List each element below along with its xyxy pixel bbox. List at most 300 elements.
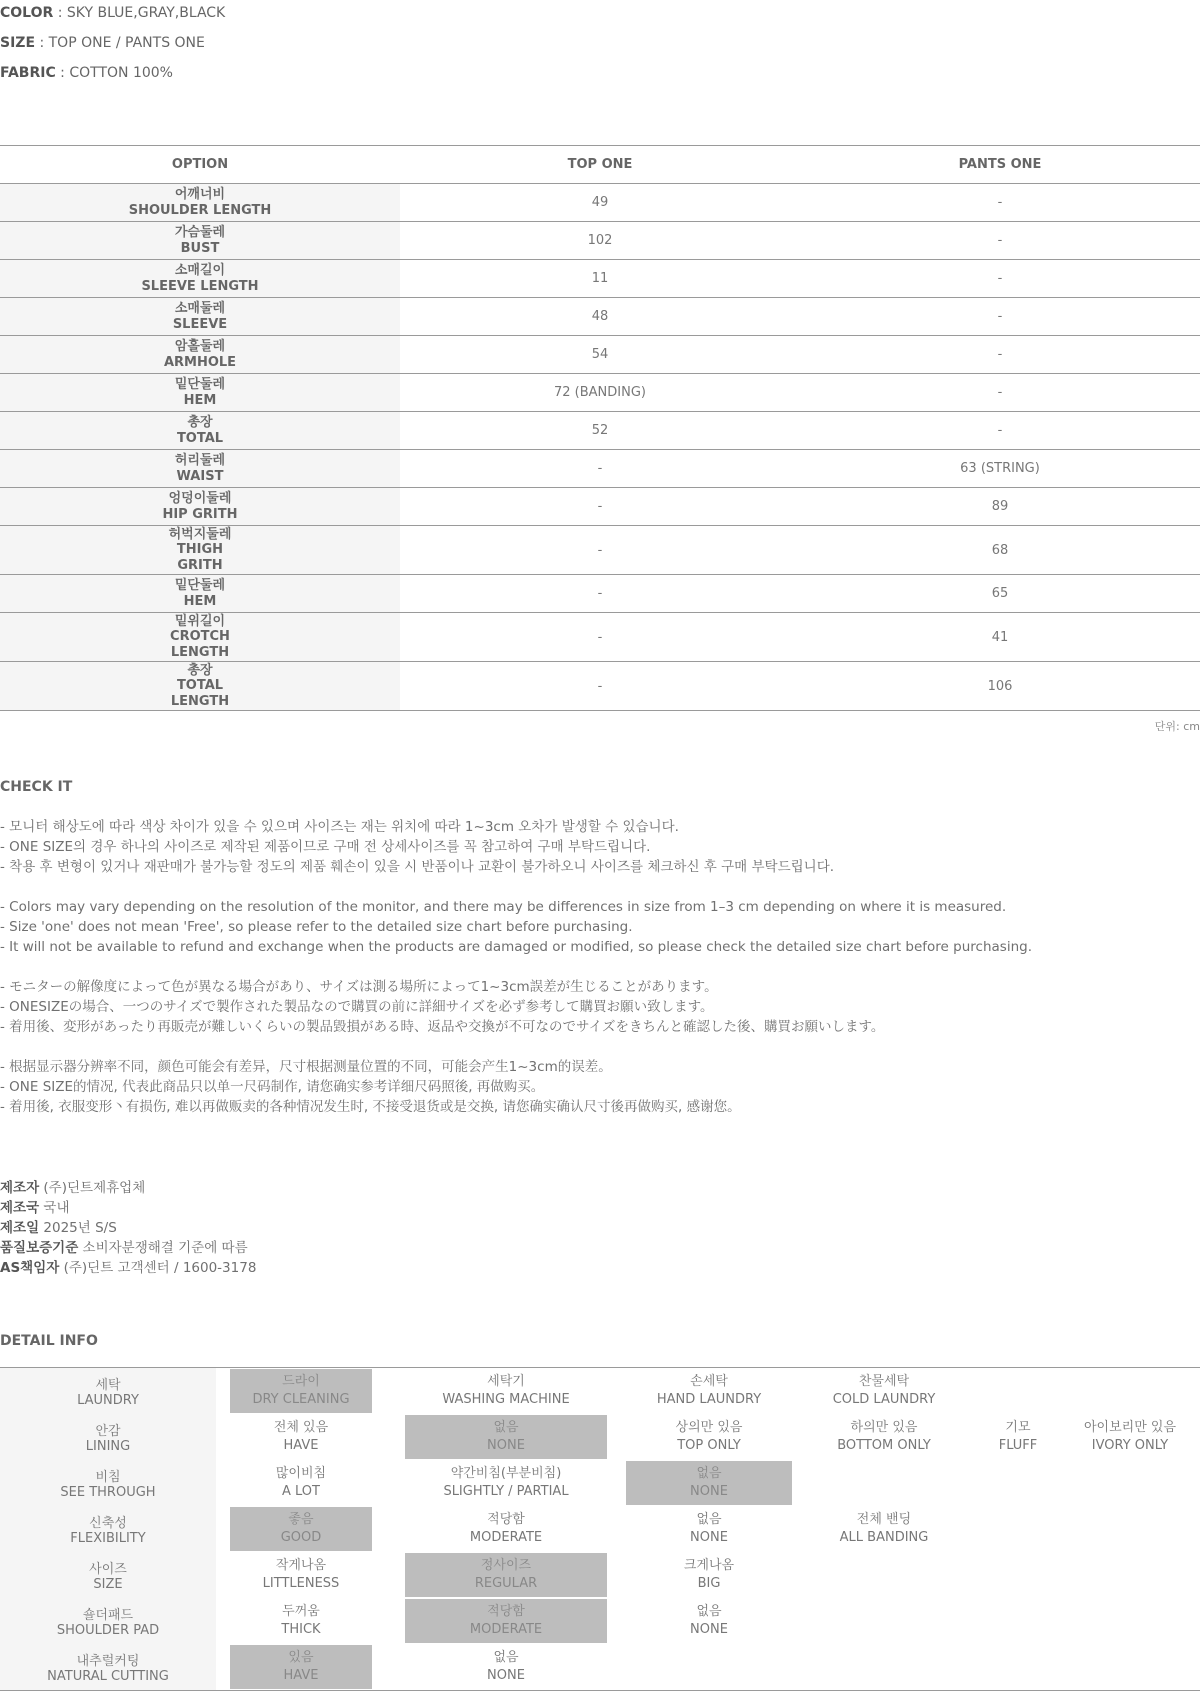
detail-label-line: 내추럴커팅 xyxy=(76,1654,140,1669)
detail-option-line: BIG xyxy=(697,1576,721,1591)
measure-label-line: CROTCH xyxy=(170,629,230,645)
detail-option-selected xyxy=(216,1506,386,1552)
spec-color xyxy=(0,5,225,21)
size-table-row xyxy=(0,613,1200,662)
detail-option-selected xyxy=(386,1598,626,1644)
maker-row xyxy=(0,1178,256,1198)
maker-key: 제조일 xyxy=(0,1220,40,1236)
measure-label-line: 총장 xyxy=(187,415,213,430)
detail-option-line: NONE xyxy=(487,1668,525,1683)
spec-value: : COTTON 100% xyxy=(55,65,173,81)
detail-option xyxy=(976,1598,1060,1644)
detail-option xyxy=(1060,1644,1200,1691)
detail-row xyxy=(0,1414,1200,1460)
measure-label-line: 허벅지둘레 xyxy=(168,526,232,542)
detail-option-line: 많이비침 xyxy=(275,1466,327,1481)
measure-label-line: 가슴둘레 xyxy=(174,225,226,240)
detail-option-line: 없음 xyxy=(493,1420,519,1435)
detail-option-text xyxy=(443,1463,568,1503)
detail-option-cell xyxy=(386,1644,626,1690)
measure-label-line: 소매둘레 xyxy=(174,301,226,316)
detail-option xyxy=(976,1552,1060,1598)
detail-option-text xyxy=(840,1509,929,1549)
detail-option-cell xyxy=(386,1414,626,1460)
note-line: - モニターの解像度によって色が異なる場合があり、サイズは測る場所によって1~3cm誤差が生じることがあります。 xyxy=(0,979,718,995)
size-table-row xyxy=(0,526,1200,575)
detail-option xyxy=(792,1460,976,1506)
size-table-row xyxy=(0,374,1200,412)
detail-option-line: 하의만 있음 xyxy=(850,1420,918,1435)
detail-option-cell xyxy=(626,1506,792,1552)
detail-option-line: 정사이즈 xyxy=(480,1558,532,1573)
maker-row xyxy=(0,1198,256,1218)
detail-option-cell xyxy=(216,1598,386,1644)
detail-option-cell xyxy=(216,1506,386,1552)
size-table-row xyxy=(0,260,1200,298)
size-table-row xyxy=(0,412,1200,450)
detail-option-line: 찬물세탁 xyxy=(858,1374,910,1389)
detail-row xyxy=(0,1598,1200,1644)
maker-value: 2025년 S/S xyxy=(39,1220,117,1236)
maker-key: 제조자 xyxy=(0,1180,40,1196)
detail-option-text xyxy=(1084,1417,1176,1457)
detail-option-line: ALL BANDING xyxy=(839,1530,929,1545)
detail-option xyxy=(386,1644,626,1691)
size-table-row xyxy=(0,184,1200,222)
detail-option-line: 없음 xyxy=(696,1604,722,1619)
detail-option xyxy=(216,1414,386,1460)
detail-label xyxy=(0,1460,216,1506)
detail-option-line: REGULAR xyxy=(474,1576,538,1591)
spec-fabric xyxy=(0,65,173,81)
detail-option-line: A LOT xyxy=(282,1484,320,1499)
measure-label-line: SHOULDER LENGTH xyxy=(128,202,272,218)
size-table-row xyxy=(0,450,1200,488)
check-it-title: CHECK IT xyxy=(0,779,73,795)
measure-label-line: 어깨너비 xyxy=(174,187,226,202)
top-one-value: 102 xyxy=(400,222,800,260)
detail-option-cell xyxy=(976,1552,1060,1598)
top-one-value: 49 xyxy=(400,184,800,222)
measure-label-line: WAIST xyxy=(176,468,224,484)
detail-option xyxy=(1060,1460,1200,1506)
detail-option-cell xyxy=(792,1460,976,1506)
notes-group xyxy=(0,1057,1200,1117)
top-one-value: - xyxy=(400,662,800,711)
detail-option xyxy=(216,1460,386,1506)
detail-option-cell xyxy=(1060,1644,1200,1690)
header-option: OPTION xyxy=(0,146,400,184)
measure-label-line: THIGH xyxy=(176,542,224,558)
note-line: - 착용 후 변형이 있거나 재판매가 불가능할 정도의 제품 훼손이 있을 시 반품이나 교환이 불가하오니 사이즈를 체크하신 후 구매 부탁드립니다. xyxy=(0,859,835,875)
detail-option xyxy=(792,1598,976,1644)
detail-option xyxy=(976,1368,1060,1415)
detail-option xyxy=(386,1368,626,1415)
detail-option xyxy=(792,1506,976,1552)
detail-option-cell xyxy=(216,1644,386,1690)
measure-label xyxy=(0,662,400,711)
detail-option-line: WASHING MACHINE xyxy=(442,1392,570,1407)
detail-option-text xyxy=(676,1417,743,1457)
detail-option-line: 드라이 xyxy=(282,1374,320,1389)
spec-key: FABRIC xyxy=(0,65,56,81)
note-line: - 着用後, 衣服变形丶有损伤, 难以再做贩卖的各种情况发生时, 不接受退货或是交换, 请您确实确认尺寸後再做购买, 感谢您。 xyxy=(0,1099,741,1115)
detail-option-line: HAND LAUNDRY xyxy=(656,1392,762,1407)
pants-one-value: - xyxy=(800,184,1200,222)
detail-option-line: 두꺼움 xyxy=(282,1604,320,1619)
detail-label-line: SHOULDER PAD xyxy=(56,1623,160,1638)
pants-one-value: 89 xyxy=(800,488,1200,526)
detail-option xyxy=(792,1414,976,1460)
detail-info-title: DETAIL INFO xyxy=(0,1333,98,1349)
measure-label xyxy=(0,450,400,488)
spec-key: SIZE xyxy=(0,35,36,51)
detail-option-line: 없음 xyxy=(696,1466,722,1481)
pants-one-value: - xyxy=(800,260,1200,298)
measure-label-line: 밑위길이 xyxy=(174,613,226,629)
detail-option-line: 손세탁 xyxy=(690,1374,728,1389)
detail-option-line: 있음 xyxy=(288,1650,314,1665)
detail-option-line: FLUFF xyxy=(998,1438,1038,1453)
detail-label xyxy=(0,1598,216,1644)
detail-option xyxy=(976,1506,1060,1552)
detail-option-text xyxy=(263,1555,340,1595)
measure-label-line: 밑단둘레 xyxy=(174,578,226,593)
detail-option-cell xyxy=(792,1644,976,1690)
detail-option-text xyxy=(690,1601,728,1641)
measure-label xyxy=(0,298,400,336)
detail-label-line: 신축성 xyxy=(89,1516,127,1531)
size-table-row xyxy=(0,298,1200,336)
detail-option-line: 전체 밴딩 xyxy=(856,1512,912,1527)
detail-row xyxy=(0,1644,1200,1691)
detail-label-line: 세탁 xyxy=(95,1378,121,1393)
detail-option-cell xyxy=(792,1506,976,1552)
detail-option-selected xyxy=(216,1368,386,1415)
detail-row xyxy=(0,1460,1200,1506)
measure-label-line: GRITH xyxy=(177,557,223,573)
detail-option-selected xyxy=(386,1414,626,1460)
detail-option-line: SLIGHTLY / PARTIAL xyxy=(443,1484,569,1499)
detail-option-text xyxy=(487,1647,525,1687)
top-one-value: 72 (BANDING) xyxy=(400,374,800,412)
detail-label-line: 사이즈 xyxy=(89,1562,127,1577)
detail-label-line: SEE THROUGH xyxy=(60,1485,156,1500)
detail-option-line: MODERATE xyxy=(469,1530,543,1545)
note-line: - ONE SIZE的情况, 代表此商品只以单一尺码制作, 请您确实参考详细尺码照後, 再做购买。 xyxy=(0,1079,545,1095)
detail-option-cell xyxy=(626,1552,792,1598)
detail-label-line: 숄더패드 xyxy=(82,1608,134,1623)
detail-label xyxy=(0,1552,216,1598)
measure-label-line: TOTAL xyxy=(176,430,224,446)
detail-option-line: IVORY ONLY xyxy=(1091,1438,1169,1453)
detail-option-line: 기모 xyxy=(1005,1420,1031,1435)
note-line: - It will not be available to refund and exchange when the products are damaged or modified, so please check the detailed size chart before purchasing. xyxy=(0,939,1032,955)
measure-label xyxy=(0,336,400,374)
detail-option-line: NONE xyxy=(690,1530,728,1545)
note-line: - ONESIZEの場合、一つのサイズで製作された製品なので購買の前に詳細サイズを必ず参考して購買お願い致します。 xyxy=(0,999,714,1015)
measure-label xyxy=(0,526,400,575)
detail-option-cell xyxy=(216,1414,386,1460)
note-line: - 모니터 해상도에 따라 색상 차이가 있을 수 있으며 사이즈는 재는 위치에 따라 1~3cm 오차가 발생할 수 있습니다. xyxy=(0,819,679,835)
detail-info-table xyxy=(0,1367,1200,1691)
detail-option-cell xyxy=(386,1598,626,1644)
detail-option-cell xyxy=(626,1460,792,1506)
detail-option-line: 크게나옴 xyxy=(683,1558,735,1573)
spec-key: COLOR xyxy=(0,5,54,21)
detail-option-cell xyxy=(216,1460,386,1506)
detail-option-line: GOOD xyxy=(280,1530,322,1545)
measure-label xyxy=(0,374,400,412)
detail-option xyxy=(976,1644,1060,1691)
detail-option xyxy=(1060,1414,1200,1460)
detail-option-cell xyxy=(976,1460,1060,1506)
detail-option-cell xyxy=(976,1644,1060,1690)
detail-label-line: 비침 xyxy=(95,1470,121,1485)
detail-option xyxy=(626,1644,792,1691)
top-one-value: - xyxy=(400,613,800,662)
detail-option xyxy=(626,1414,792,1460)
detail-option-line: 작게나옴 xyxy=(275,1558,327,1573)
detail-option-text xyxy=(470,1509,542,1549)
detail-option-cell xyxy=(386,1460,626,1506)
detail-option-cell xyxy=(792,1414,976,1460)
maker-value: (주)딘트제휴업체 xyxy=(39,1180,146,1196)
size-table xyxy=(0,145,1200,711)
pants-one-value: - xyxy=(800,222,1200,260)
measure-label-line: 암홀둘레 xyxy=(174,339,226,354)
detail-option-selected xyxy=(216,1644,386,1691)
detail-option-selected xyxy=(626,1460,792,1506)
measure-label-line: LENGTH xyxy=(170,693,230,709)
detail-option xyxy=(216,1552,386,1598)
detail-option-line: 적당함 xyxy=(487,1512,525,1527)
maker-key: AS책임자 xyxy=(0,1260,60,1276)
detail-option-line: 적당함 xyxy=(487,1604,525,1619)
measure-label-line: 허리둘레 xyxy=(174,453,226,468)
detail-option-cell xyxy=(216,1368,386,1414)
measure-label-line: TOTAL xyxy=(176,678,224,694)
measure-label-line: HEM xyxy=(183,392,217,408)
detail-label-line: LAUNDRY xyxy=(77,1393,139,1408)
size-table-row xyxy=(0,662,1200,711)
detail-option-cell xyxy=(216,1552,386,1598)
pants-one-value: 63 (STRING) xyxy=(800,450,1200,488)
detail-option-cell xyxy=(1060,1598,1200,1644)
maker-key: 제조국 xyxy=(0,1200,40,1216)
measure-label-line: HIP GRITH xyxy=(162,506,238,522)
detail-label xyxy=(0,1644,216,1691)
maker-value: 국내 xyxy=(39,1200,70,1216)
pants-one-value: 106 xyxy=(800,662,1200,711)
measure-label xyxy=(0,488,400,526)
size-table-row xyxy=(0,575,1200,613)
pants-one-value: - xyxy=(800,412,1200,450)
measure-label xyxy=(0,260,400,298)
measure-label-line: 밑단둘레 xyxy=(174,377,226,392)
detail-option xyxy=(1060,1552,1200,1598)
pants-one-value: - xyxy=(800,298,1200,336)
detail-option xyxy=(976,1414,1060,1460)
top-one-value: - xyxy=(400,526,800,575)
pants-one-value: - xyxy=(800,336,1200,374)
detail-label xyxy=(0,1368,216,1415)
maker-row xyxy=(0,1218,256,1238)
detail-option xyxy=(792,1368,976,1415)
note-line: - 着用後、変形があったり再販売が難しいくらいの製品毀損がある時、返品や交換が不可なのでサイズをきちんと確認した後、購買お願いします。 xyxy=(0,1019,885,1035)
detail-option-text xyxy=(274,1417,328,1457)
detail-option-cell xyxy=(976,1368,1060,1414)
detail-option-line: TOP ONLY xyxy=(677,1438,741,1453)
detail-option xyxy=(386,1506,626,1552)
detail-option-text xyxy=(276,1463,326,1503)
measure-label-line: SLEEVE xyxy=(172,316,228,332)
spec-value: : SKY BLUE,GRAY,BLACK xyxy=(53,5,226,21)
spec-size xyxy=(0,35,205,51)
detail-option-text xyxy=(442,1371,569,1411)
maker-key: 품질보증기준 xyxy=(0,1240,79,1256)
size-table-row xyxy=(0,488,1200,526)
detail-option-line: DRY CLEANING xyxy=(252,1392,350,1407)
detail-option-cell xyxy=(1060,1506,1200,1552)
top-one-value: - xyxy=(400,488,800,526)
note-line: - Colors may vary depending on the resolution of the monitor, and there may be differences in size from 1–3 cm depending on where it is measured. xyxy=(0,899,1007,915)
detail-option-selected xyxy=(386,1552,626,1598)
detail-option-text xyxy=(230,1369,373,1413)
detail-option-line: BOTTOM ONLY xyxy=(837,1438,931,1453)
detail-option-text xyxy=(230,1507,373,1551)
detail-label xyxy=(0,1414,216,1460)
top-one-value: - xyxy=(400,575,800,613)
top-one-value: 48 xyxy=(400,298,800,336)
measure-label-line: 엉덩이둘레 xyxy=(168,491,232,506)
detail-option-line: HAVE xyxy=(283,1668,319,1683)
measure-label xyxy=(0,575,400,613)
detail-option-line: MODERATE xyxy=(469,1622,543,1637)
pants-one-value: 65 xyxy=(800,575,1200,613)
maker-value: 소비자분쟁해결 기준에 따름 xyxy=(78,1240,248,1256)
maker-row xyxy=(0,1258,256,1278)
detail-option-cell xyxy=(626,1644,792,1690)
detail-row xyxy=(0,1368,1200,1415)
detail-option-cell xyxy=(792,1368,976,1414)
detail-option-line: 상의만 있음 xyxy=(675,1420,743,1435)
detail-option-text xyxy=(230,1645,373,1689)
measure-label xyxy=(0,613,400,662)
pants-one-value: 41 xyxy=(800,613,1200,662)
detail-option-text xyxy=(626,1461,792,1505)
detail-option xyxy=(792,1644,976,1691)
detail-option-cell xyxy=(386,1506,626,1552)
detail-label-line: LINING xyxy=(85,1439,131,1454)
detail-option-line: 세탁기 xyxy=(487,1374,525,1389)
detail-option-cell xyxy=(386,1368,626,1414)
size-table-row xyxy=(0,222,1200,260)
spec-value: : TOP ONE / PANTS ONE xyxy=(35,35,205,51)
pants-one-value: 68 xyxy=(800,526,1200,575)
measure-label-line: ARMHOLE xyxy=(163,354,237,370)
detail-option-line: 없음 xyxy=(696,1512,722,1527)
note-line: - Size 'one' does not mean 'Free', so please refer to the detailed size chart before purchasing. xyxy=(0,919,633,935)
notes-group xyxy=(0,817,1200,877)
detail-option xyxy=(1060,1598,1200,1644)
detail-option-line: 아이보리만 있음 xyxy=(1083,1420,1177,1435)
detail-option xyxy=(626,1506,792,1552)
detail-option-line: 좋음 xyxy=(288,1512,314,1527)
top-one-value: 11 xyxy=(400,260,800,298)
detail-option-cell xyxy=(976,1506,1060,1552)
measure-label xyxy=(0,412,400,450)
detail-option-line: 약간비침(부분비침) xyxy=(450,1466,562,1481)
header-pants-one: PANTS ONE xyxy=(800,146,1200,184)
detail-option xyxy=(626,1598,792,1644)
detail-option xyxy=(626,1552,792,1598)
detail-option-cell xyxy=(1060,1552,1200,1598)
note-line: - ONE SIZE의 경우 하나의 사이즈로 제작된 제품이므로 구매 전 상세사이즈를 꼭 참고하여 구매 부탁드립니다. xyxy=(0,839,651,855)
detail-option xyxy=(976,1460,1060,1506)
detail-option-line: THICK xyxy=(281,1622,321,1637)
note-line: - 根据显示器分辨率不同，颜色可能会有差异，尺寸根据测量位置的不同，可能会产生1~3cm的误差。 xyxy=(0,1059,612,1075)
top-one-value: - xyxy=(400,450,800,488)
detail-option-cell xyxy=(1060,1368,1200,1414)
detail-option-text xyxy=(684,1555,734,1595)
detail-option-line: NONE xyxy=(690,1484,728,1499)
unit-label: 단위: cm xyxy=(1154,720,1200,733)
detail-option-text xyxy=(690,1509,728,1549)
maker-info xyxy=(0,1178,256,1278)
detail-option-cell xyxy=(1060,1460,1200,1506)
detail-option-cell xyxy=(792,1552,976,1598)
detail-option-cell xyxy=(976,1598,1060,1644)
size-table-header xyxy=(0,146,1200,184)
detail-label-line: SIZE xyxy=(93,1577,123,1592)
detail-option-text xyxy=(281,1601,320,1641)
detail-option-text xyxy=(837,1417,931,1457)
check-it-notes xyxy=(0,817,1200,1137)
measure-label-line: SLEEVE LENGTH xyxy=(141,278,259,294)
detail-option-cell xyxy=(626,1598,792,1644)
measure-label xyxy=(0,184,400,222)
detail-option-line: 전체 있음 xyxy=(273,1420,329,1435)
detail-option-line: 없음 xyxy=(493,1650,519,1665)
measure-label-line: 총장 xyxy=(187,662,213,678)
maker-value: (주)딘트 고객센터 / 1600-3178 xyxy=(59,1260,257,1276)
detail-label-line: NATURAL CUTTING xyxy=(47,1669,169,1684)
detail-option-line: COLD LAUNDRY xyxy=(832,1392,936,1407)
detail-option-text xyxy=(833,1371,936,1411)
header-top-one: TOP ONE xyxy=(400,146,800,184)
top-one-value: 54 xyxy=(400,336,800,374)
detail-option-text xyxy=(405,1599,607,1643)
measure-label xyxy=(0,222,400,260)
measure-label-line: 소매길이 xyxy=(174,263,226,278)
detail-option xyxy=(792,1552,976,1598)
detail-row xyxy=(0,1552,1200,1598)
notes-group xyxy=(0,897,1200,957)
detail-label xyxy=(0,1506,216,1552)
detail-option-line: NONE xyxy=(487,1438,525,1453)
detail-option-line: LITTLENESS xyxy=(262,1576,340,1591)
detail-option-text xyxy=(405,1415,607,1459)
top-one-value: 52 xyxy=(400,412,800,450)
measure-label-line: BUST xyxy=(180,240,220,256)
detail-option xyxy=(1060,1368,1200,1415)
detail-option-cell xyxy=(792,1598,976,1644)
detail-label-line: FLEXIBILITY xyxy=(70,1531,146,1546)
detail-option-line: NONE xyxy=(690,1622,728,1637)
detail-option-cell xyxy=(626,1414,792,1460)
detail-option-line: HAVE xyxy=(283,1438,319,1453)
